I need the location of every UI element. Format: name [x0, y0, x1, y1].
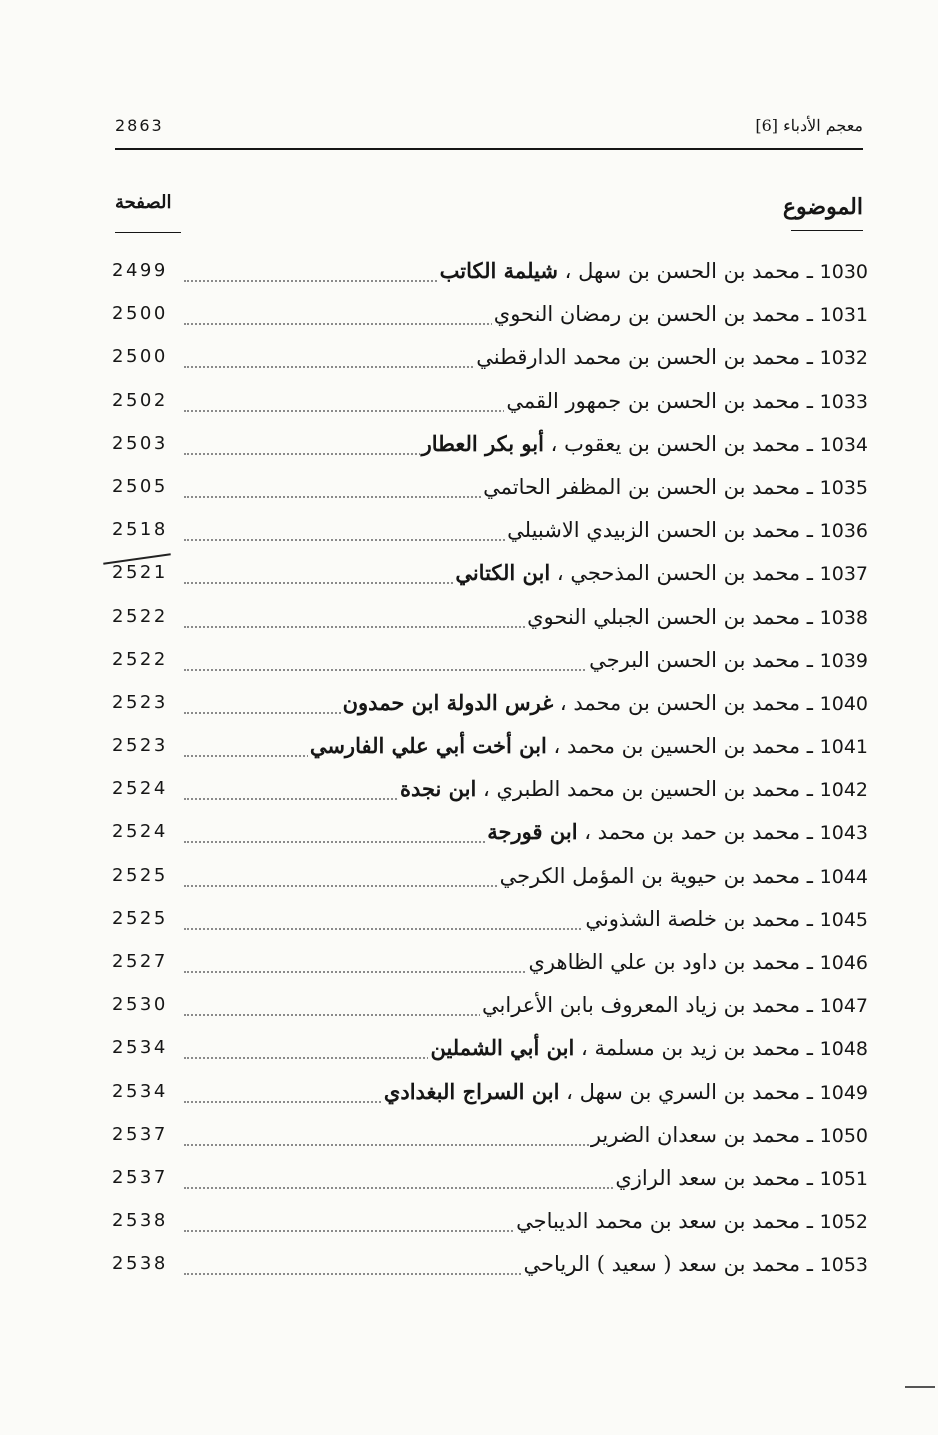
- toc-row: [112, 641, 868, 684]
- entry-number: 1033: [819, 390, 868, 413]
- toc-entry: [583, 906, 868, 931]
- entry-nickname: ابن قورجة: [487, 819, 578, 845]
- running-header: [115, 116, 863, 140]
- entry-number: 1031: [819, 304, 868, 327]
- toc-row: [112, 468, 868, 511]
- page-number: 2863: [115, 116, 164, 135]
- toc-entry: [481, 474, 868, 499]
- entry-number: 1047: [819, 995, 868, 1018]
- entry-text: ـ محمد بن الحسن الجبلي النحوي: [527, 604, 813, 629]
- header-rule: [115, 148, 863, 150]
- toc-row: [112, 1245, 868, 1288]
- entry-number: 1037: [819, 563, 868, 586]
- entry-number: 1044: [819, 865, 868, 888]
- toc-entry: [341, 690, 868, 715]
- entry-number: 1048: [819, 1038, 868, 1061]
- entry-page: 2522: [112, 605, 168, 627]
- entry-text: ـ محمد بن الحسن بن يعقوب ،: [543, 431, 813, 456]
- toc-entry: [504, 388, 868, 413]
- toc-entry: [398, 776, 868, 801]
- entry-number: 1053: [819, 1254, 868, 1277]
- entry-text: ـ محمد بن سعد بن محمد الديباجي: [516, 1209, 813, 1234]
- book-title: معجم الأدباء [6]: [755, 116, 863, 135]
- entry-number: 1040: [819, 692, 868, 715]
- entry-page: 2521: [112, 562, 168, 584]
- entry-number: 1035: [819, 476, 868, 499]
- entry-text: ـ محمد بن خلصة الشذوني: [585, 906, 813, 931]
- toc-row: [112, 252, 868, 295]
- entry-text: ـ محمد بن سعدان الضرير: [590, 1122, 813, 1147]
- entry-page: 2527: [112, 951, 168, 972]
- toc-entry: [522, 1251, 869, 1276]
- margin-mark: [905, 1386, 935, 1388]
- toc-row: [112, 857, 868, 900]
- entry-page: 2524: [112, 821, 168, 843]
- toc-entry: [526, 949, 868, 974]
- entry-page: 2523: [112, 735, 168, 757]
- entry-number: 1041: [819, 736, 868, 759]
- toc-row: [112, 986, 868, 1029]
- entry-nickname: ابن أبي الشملين: [430, 1035, 575, 1061]
- entry-page: 2538: [112, 1253, 168, 1275]
- toc-row: [112, 1116, 868, 1159]
- entry-number: 1049: [819, 1081, 868, 1104]
- entry-nickname: غرس الدولة ابن حمدون: [342, 689, 554, 715]
- entry-text: ـ محمد بن داود بن علي الظاهري: [528, 950, 813, 974]
- entry-number: 1043: [819, 822, 868, 845]
- entry-number: 1045: [819, 908, 868, 931]
- entry-page: 2518: [112, 519, 168, 541]
- entry-number: 1030: [819, 261, 868, 283]
- entry-page: 2530: [112, 994, 168, 1016]
- toc-row: [112, 295, 868, 338]
- entry-text: ـ محمد بن زياد المعروف بابن الأعرابي: [482, 993, 813, 1018]
- entry-text: ـ محمد بن السري بن سهل ،: [559, 1079, 813, 1104]
- toc-entry: [525, 604, 868, 629]
- entry-number: 1052: [819, 1211, 868, 1234]
- toc-entry: [514, 1208, 868, 1233]
- entry-text: ـ محمد بن الحسن بن محمد ،: [553, 690, 813, 715]
- entry-number: 1042: [819, 779, 868, 802]
- entry-page: 2537: [112, 1166, 168, 1188]
- entry-nickname: ابن نجدة: [399, 776, 477, 802]
- entry-text: ـ محمد بن حيوية بن المؤمل الكرجي: [499, 863, 813, 888]
- entry-number: 1032: [819, 347, 868, 370]
- toc-entry: [438, 258, 868, 283]
- toc-entry: [613, 1165, 868, 1190]
- toc-entry: [492, 301, 868, 326]
- toc-row: [112, 943, 868, 986]
- entry-text: ـ محمد بن الحسن البرجي: [589, 647, 813, 672]
- entry-text: ـ محمد بن سعد ( سعيد ) الرياحي: [523, 1252, 813, 1277]
- toc-row: [112, 1159, 868, 1202]
- toc-row: [112, 1029, 868, 1072]
- entry-page: 2525: [112, 864, 168, 886]
- toc-row: [112, 425, 868, 468]
- entry-page: 2538: [112, 1210, 168, 1232]
- entry-text: ـ محمد بن الحسن بن سهل ،: [557, 259, 813, 283]
- entry-nickname: شيلمة الكاتب: [439, 258, 558, 283]
- page-heading-underline: [115, 232, 181, 233]
- entry-number: 1039: [819, 649, 868, 672]
- entry-page: 2502: [112, 389, 168, 411]
- entry-page: 2499: [112, 260, 168, 281]
- toc-row: [112, 598, 868, 641]
- toc-entry: [498, 863, 868, 888]
- toc-row: [112, 727, 868, 770]
- entry-nickname: ابن الكتاني: [455, 560, 551, 586]
- entry-text: ـ محمد بن الحسن بن جمهور القمي: [506, 388, 813, 413]
- toc-entry: [589, 1122, 868, 1147]
- entry-nickname: أبو بكر العطار: [421, 430, 544, 456]
- entry-text: ـ محمد بن زيد بن مسلمة ،: [574, 1036, 813, 1061]
- entry-page: 2503: [112, 432, 168, 454]
- entry-page: 2534: [112, 1080, 168, 1102]
- entry-nickname: ابن السراج البغدادي: [383, 1078, 560, 1104]
- toc-row: [112, 511, 868, 554]
- entry-text: ـ محمد بن حمد بن محمد ،: [577, 820, 813, 845]
- toc-entry: [308, 733, 868, 758]
- topic-heading-underline: [791, 230, 863, 231]
- entry-page: 2500: [112, 346, 168, 368]
- toc-entry: [485, 819, 868, 844]
- toc-entry: [453, 560, 868, 585]
- entry-page: 2525: [112, 907, 168, 929]
- toc-list: [112, 252, 868, 1289]
- entry-number: 1050: [819, 1124, 868, 1147]
- toc-row: [112, 684, 868, 727]
- entry-number: 1036: [819, 520, 868, 543]
- toc-entry: [505, 517, 868, 542]
- entry-text: ـ محمد بن الحسين بن محمد الطبري ،: [476, 777, 813, 802]
- entry-page: 2524: [112, 778, 168, 800]
- toc-row: [112, 382, 868, 425]
- toc-entry: [382, 1079, 868, 1104]
- toc-row: [112, 813, 868, 856]
- entry-text: ـ محمد بن الحسن بن محمد الدارقطني: [476, 345, 813, 370]
- toc-entry: [474, 344, 868, 369]
- entry-text: ـ محمد بن الحسن بن المظفر الحاتمي: [483, 474, 813, 499]
- topic-column-heading: الموضوع: [782, 194, 863, 220]
- entry-page: 2534: [112, 1037, 168, 1059]
- toc-row: [112, 1202, 868, 1245]
- entry-page: 2523: [112, 691, 168, 713]
- toc-entry: [428, 1035, 868, 1060]
- entry-page: 2537: [112, 1123, 168, 1145]
- entry-page: 2505: [112, 475, 168, 497]
- entry-text: ـ محمد بن الحسن الزبيدي الاشبيلي: [507, 518, 813, 543]
- toc-row: [112, 1073, 868, 1116]
- entry-number: 1038: [819, 606, 868, 629]
- entry-number: 1046: [819, 952, 868, 974]
- toc-entry: [420, 431, 868, 456]
- entry-page: 2522: [112, 648, 168, 670]
- toc-row: [112, 338, 868, 381]
- entry-number: 1051: [819, 1167, 868, 1190]
- entry-page: 2500: [112, 303, 168, 325]
- entry-nickname: ابن أخت أبي علي الفارسي: [309, 733, 547, 759]
- toc-row: [112, 554, 868, 597]
- entry-text: ـ محمد بن سعد الرازي: [615, 1165, 813, 1190]
- entry-text: ـ محمد بن الحسن المذحجي ،: [550, 561, 813, 586]
- entry-text: ـ محمد بن الحسين بن محمد ،: [546, 734, 813, 759]
- page-column-heading: الصفحة: [115, 192, 172, 213]
- toc-row: [112, 900, 868, 943]
- toc-row: [112, 770, 868, 813]
- toc-entry: [480, 992, 868, 1017]
- entry-text: ـ محمد بن الحسن بن رمضان النحوي: [493, 302, 813, 327]
- toc-entry: [587, 647, 868, 672]
- entry-number: 1034: [819, 433, 868, 456]
